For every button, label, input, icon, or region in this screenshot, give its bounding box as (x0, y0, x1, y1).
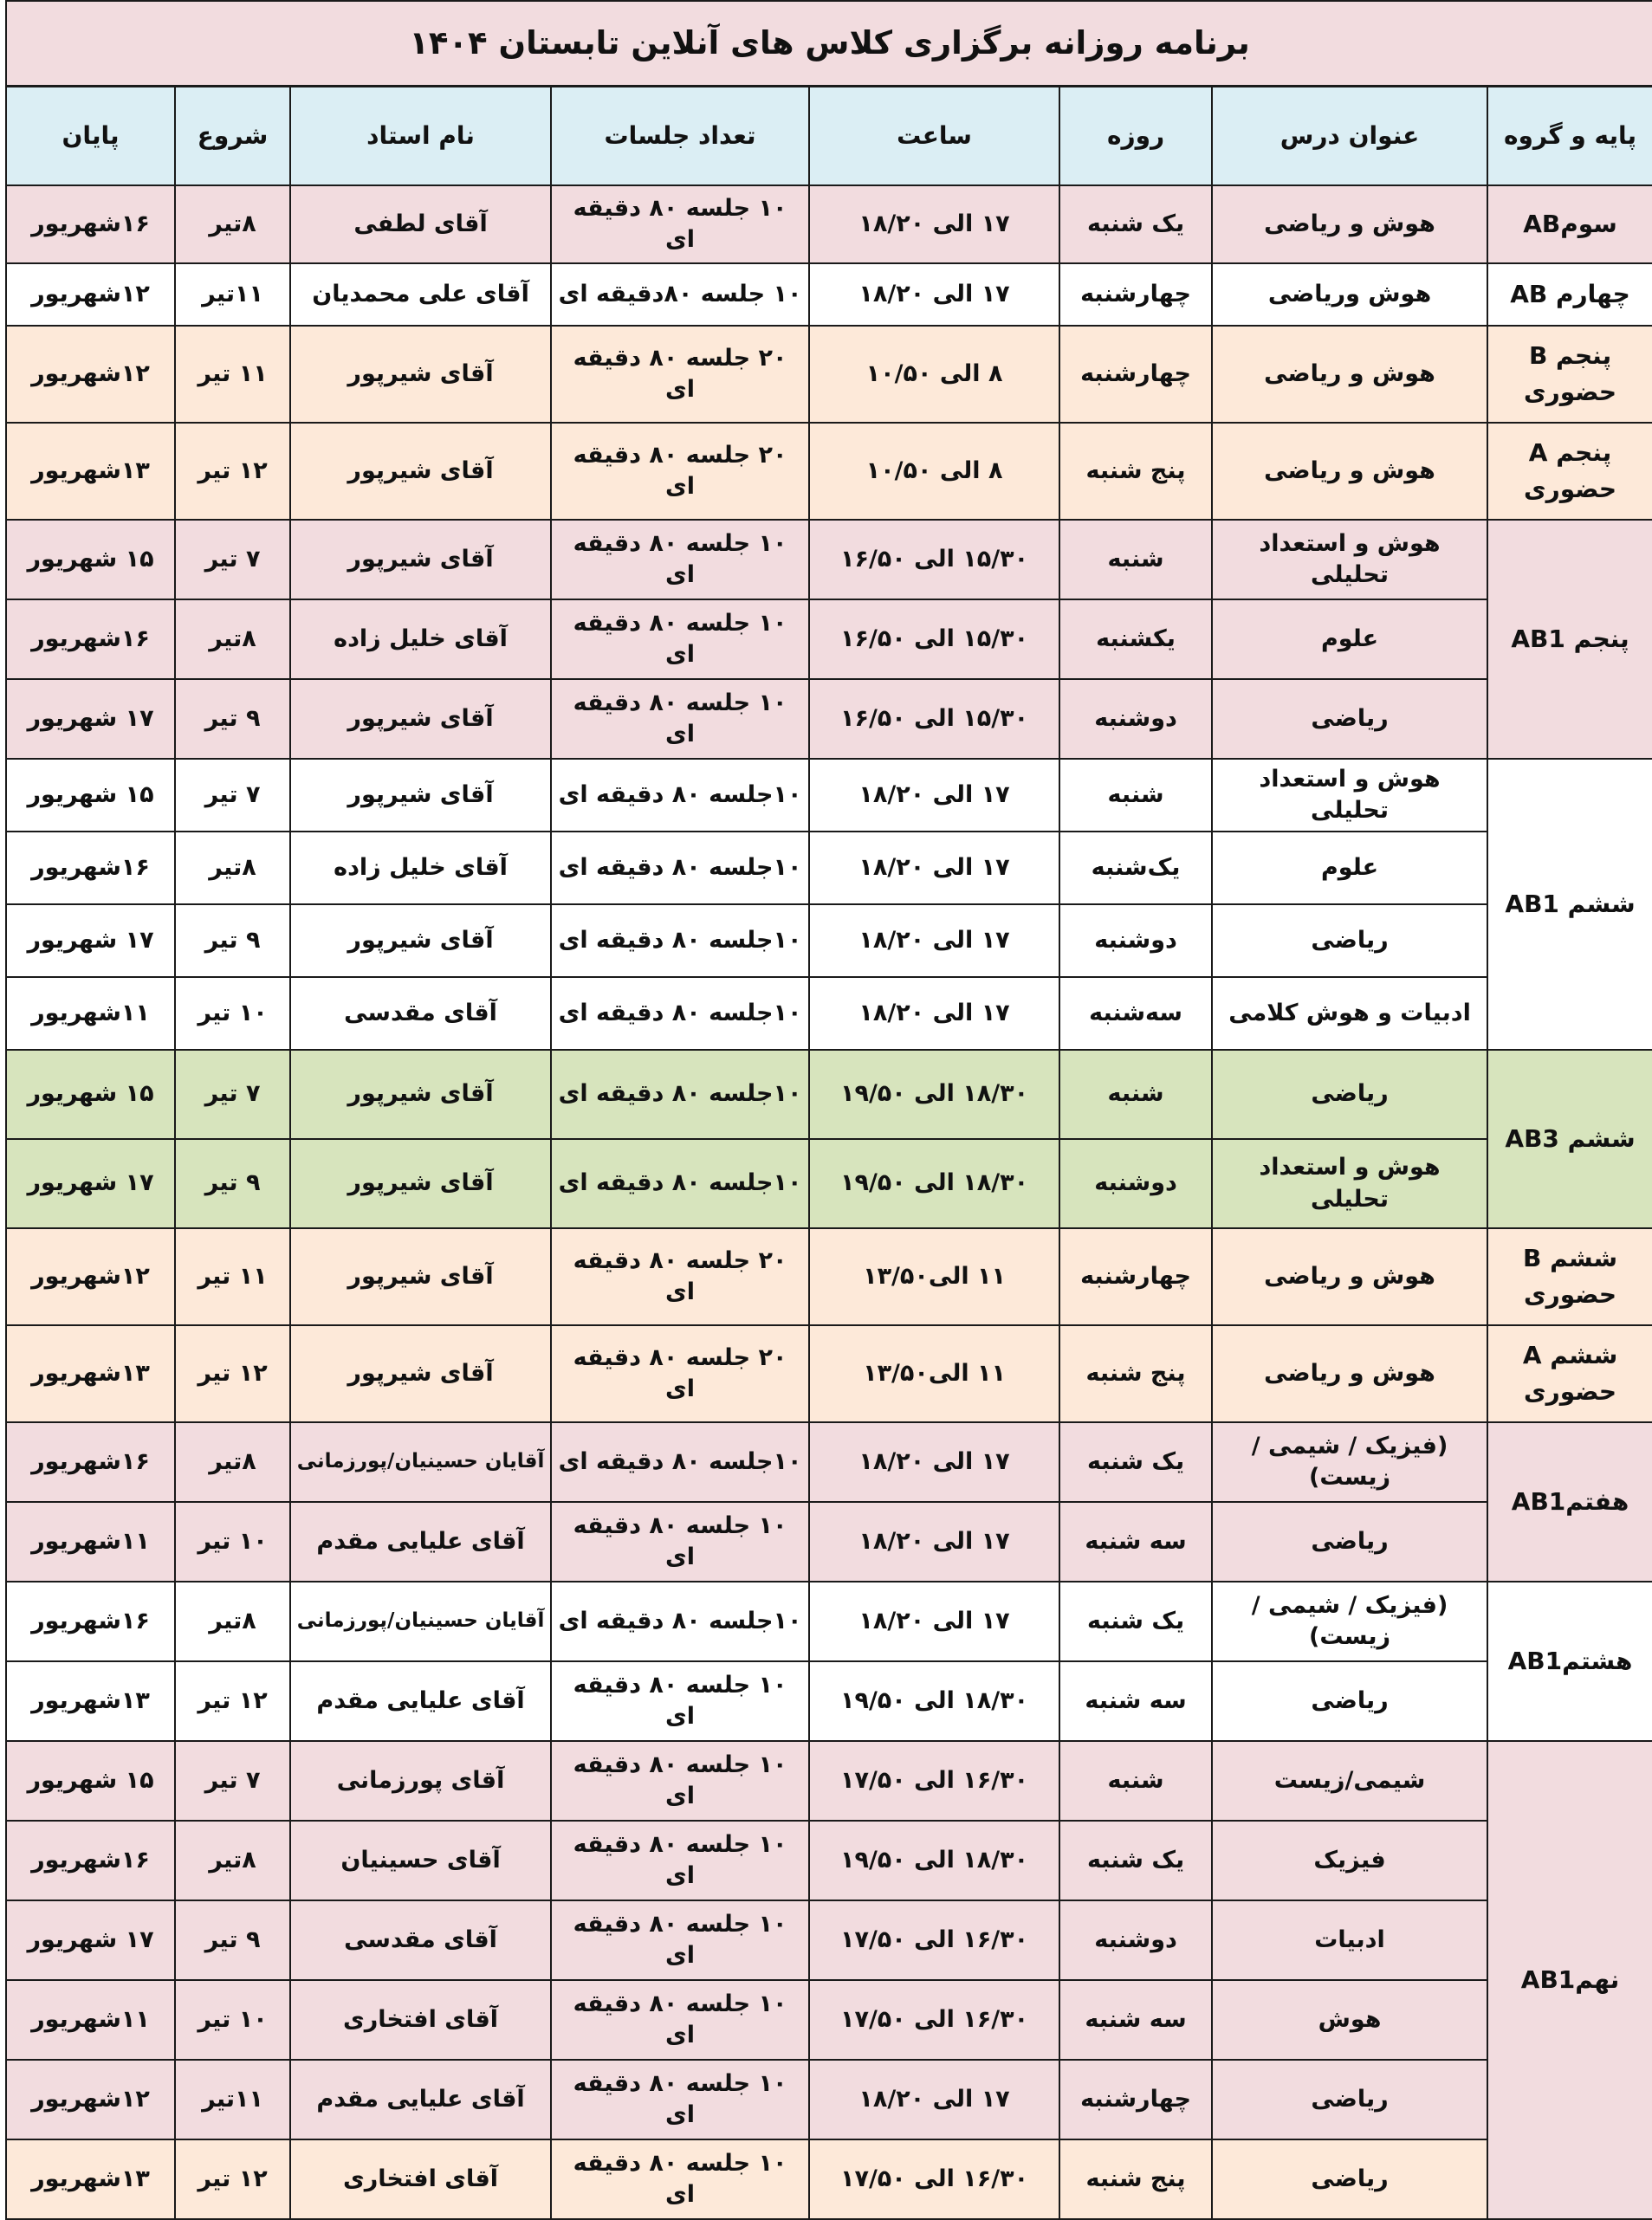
start-cell: ۱۱ تیر (175, 1228, 290, 1325)
start-cell: ۱۰ تیر (175, 977, 290, 1050)
sessions-cell: ۱۰ جلسه ۸۰ دقیقه ای (551, 1980, 809, 2060)
day-cell: سه‌شنبه (1059, 977, 1212, 1050)
day-cell: یک شنبه (1059, 1422, 1212, 1502)
course-cell: هوش و استعداد تحلیلی (1212, 1139, 1487, 1228)
group-cell: ششم AB3 (1487, 1050, 1652, 1228)
day-cell: یک شنبه (1059, 1821, 1212, 1900)
day-cell: شنبه (1059, 759, 1212, 832)
start-cell: ۸تیر (175, 1422, 290, 1502)
course-cell: شیمی/زیست (1212, 1741, 1487, 1821)
day-cell: یکشنبه (1059, 599, 1212, 679)
course-cell: هوش وریاضی (1212, 263, 1487, 326)
sessions-cell: ۲۰ جلسه ۸۰ دقیقه ای (551, 1325, 809, 1422)
table-row (6, 679, 1652, 759)
day-cell: پنج شنبه (1059, 2139, 1212, 2219)
table-row (6, 1139, 1652, 1228)
sessions-cell: ۱۰ جلسه ۸۰ دقیقه ای (551, 1821, 809, 1900)
course-cell: ریاضی (1212, 679, 1487, 759)
start-cell: ۱۲ تیر (175, 423, 290, 520)
day-cell: شنبه (1059, 520, 1212, 599)
end-cell: ۱۷ شهریور (6, 1900, 175, 1980)
day-cell: دوشنبه (1059, 1139, 1212, 1228)
teacher-cell: آقای خلیل زاده (290, 832, 551, 904)
group-cell: نهمAB1 (1487, 1741, 1652, 2219)
sessions-cell: ۱۰ جلسه ۸۰ دقیقه ای (551, 185, 809, 263)
table-row (6, 2139, 1652, 2219)
day-cell: شنبه (1059, 1050, 1212, 1139)
time-cell: ۱۷ الی ۱۸/۲۰ (809, 1502, 1059, 1582)
teacher-cell: آقای علیایی مقدم (290, 1661, 551, 1741)
course-cell: هوش (1212, 1980, 1487, 2060)
group-cell: ششم A حضوری (1487, 1325, 1652, 1422)
day-cell: دوشنبه (1059, 679, 1212, 759)
start-cell: ۸تیر (175, 1582, 290, 1661)
group-cell: پنجم AB1 (1487, 520, 1652, 759)
end-cell: ۱۳شهریور (6, 423, 175, 520)
teacher-cell: آقای شیرپور (290, 1050, 551, 1139)
course-cell: هوش و ریاضی (1212, 423, 1487, 520)
time-cell: ۱۵/۳۰ الی ۱۶/۵۰ (809, 520, 1059, 599)
day-cell: شنبه (1059, 1741, 1212, 1821)
table-row (6, 326, 1652, 423)
time-cell: ۸ الی ۱۰/۵۰ (809, 423, 1059, 520)
end-cell: ۱۱شهریور (6, 1502, 175, 1582)
table-row (6, 520, 1652, 599)
teacher-cell: آقای افتخاری (290, 2139, 551, 2219)
day-cell: پنج شنبه (1059, 1325, 1212, 1422)
start-cell: ۸تیر (175, 1821, 290, 1900)
day-cell: سه شنبه (1059, 1502, 1212, 1582)
start-cell: ۱۰ تیر (175, 1502, 290, 1582)
page-title: برنامه روزانه برگزاری کلاس های آنلاین تابستان ۱۴۰۴ (6, 1, 1652, 87)
sessions-cell: ۱۰ جلسه ۸۰ دقیقه ای (551, 1741, 809, 1821)
sessions-cell: ۲۰ جلسه ۸۰ دقیقه ای (551, 1228, 809, 1325)
end-cell: ۱۵ شهریور (6, 520, 175, 599)
time-cell: ۱۷ الی ۱۸/۲۰ (809, 263, 1059, 326)
time-cell: ۱۷ الی ۱۸/۲۰ (809, 1582, 1059, 1661)
course-cell: هوش و ریاضی (1212, 185, 1487, 263)
group-cell: چهارم AB (1487, 263, 1652, 326)
course-cell: فیزیک (1212, 1821, 1487, 1900)
day-cell: چهارشنبه (1059, 2060, 1212, 2139)
teacher-cell: آقای علیایی مقدم (290, 1502, 551, 1582)
group-cell: سومAB (1487, 185, 1652, 263)
table-row (6, 977, 1652, 1050)
teacher-cell: آقای علیایی مقدم (290, 2060, 551, 2139)
table-row (6, 1050, 1652, 1139)
end-cell: ۱۲شهریور (6, 326, 175, 423)
time-cell: ۱۸/۳۰ الی ۱۹/۵۰ (809, 1821, 1059, 1900)
teacher-cell: آقایان حسینیان/پورزمانی (290, 1582, 551, 1661)
title-row (6, 1, 1652, 87)
teacher-cell: آقای شیرپور (290, 423, 551, 520)
table-row (6, 1502, 1652, 1582)
teacher-cell: آقای شیرپور (290, 1139, 551, 1228)
table-row (6, 599, 1652, 679)
course-cell: ریاضی (1212, 1502, 1487, 1582)
table-row (6, 1422, 1652, 1502)
start-cell: ۹ تیر (175, 1900, 290, 1980)
sessions-cell: ۱۰جلسه ۸۰ دقیقه ای (551, 832, 809, 904)
header-group: پایه و گروه (1487, 87, 1652, 186)
table-row (6, 1582, 1652, 1661)
group-cell: ششم AB1 (1487, 759, 1652, 1050)
table-row (6, 1980, 1652, 2060)
day-cell: یک شنبه (1059, 185, 1212, 263)
header-day: روزه (1059, 87, 1212, 186)
header-teacher: نام استاد (290, 87, 551, 186)
sessions-cell: ۱۰ جلسه ۸۰دقیقه ای (551, 263, 809, 326)
header-start: شروع (175, 87, 290, 186)
sessions-cell: ۱۰جلسه ۸۰ دقیقه ای (551, 1050, 809, 1139)
end-cell: ۱۶شهریور (6, 1582, 175, 1661)
sessions-cell: ۱۰ جلسه ۸۰ دقیقه ای (551, 679, 809, 759)
day-cell: پنج شنبه (1059, 423, 1212, 520)
end-cell: ۱۶شهریور (6, 832, 175, 904)
end-cell: ۱۶شهریور (6, 1821, 175, 1900)
end-cell: ۱۶شهریور (6, 599, 175, 679)
course-cell: علوم (1212, 832, 1487, 904)
end-cell: ۱۶شهریور (6, 1422, 175, 1502)
table-row (6, 832, 1652, 904)
time-cell: ۱۶/۳۰ الی ۱۷/۵۰ (809, 1900, 1059, 1980)
sessions-cell: ۲۰ جلسه ۸۰ دقیقه ای (551, 423, 809, 520)
time-cell: ۱۱ الی۱۳/۵۰ (809, 1325, 1059, 1422)
course-cell: هوش و ریاضی (1212, 326, 1487, 423)
teacher-cell: آقای پورزمانی (290, 1741, 551, 1821)
teacher-cell: آقای شیرپور (290, 1325, 551, 1422)
end-cell: ۱۵ شهریور (6, 1050, 175, 1139)
sessions-cell: ۱۰جلسه ۸۰ دقیقه ای (551, 904, 809, 977)
time-cell: ۱۱ الی۱۳/۵۰ (809, 1228, 1059, 1325)
day-cell: دوشنبه (1059, 904, 1212, 977)
header-sessions: تعداد جلسات (551, 87, 809, 186)
day-cell: چهارشنبه (1059, 263, 1212, 326)
time-cell: ۱۸/۳۰ الی ۱۹/۵۰ (809, 1050, 1059, 1139)
group-cell: هفتمAB1 (1487, 1422, 1652, 1582)
course-cell: ادبیات (1212, 1900, 1487, 1980)
start-cell: ۷ تیر (175, 520, 290, 599)
header-time: ساعت (809, 87, 1059, 186)
sessions-cell: ۱۰جلسه ۸۰ دقیقه ای (551, 1422, 809, 1502)
sessions-cell: ۱۰ جلسه ۸۰ دقیقه ای (551, 1661, 809, 1741)
day-cell: چهارشنبه (1059, 326, 1212, 423)
teacher-cell: آقای خلیل زاده (290, 599, 551, 679)
teacher-cell: آقای حسینیان (290, 1821, 551, 1900)
time-cell: ۱۵/۳۰ الی ۱۶/۵۰ (809, 599, 1059, 679)
time-cell: ۱۸/۳۰ الی ۱۹/۵۰ (809, 1661, 1059, 1741)
end-cell: ۱۷ شهریور (6, 1139, 175, 1228)
end-cell: ۱۷ شهریور (6, 904, 175, 977)
sessions-cell: ۱۰ جلسه ۸۰ دقیقه ای (551, 2060, 809, 2139)
sessions-cell: ۱۰ جلسه ۸۰ دقیقه ای (551, 1502, 809, 1582)
sessions-cell: ۱۰جلسه ۸۰ دقیقه ای (551, 977, 809, 1050)
start-cell: ۸تیر (175, 599, 290, 679)
end-cell: ۱۱شهریور (6, 1980, 175, 2060)
group-cell: پنجم B حضوری (1487, 326, 1652, 423)
time-cell: ۱۷ الی ۱۸/۲۰ (809, 2060, 1059, 2139)
time-cell: ۱۶/۳۰ الی ۱۷/۵۰ (809, 1980, 1059, 2060)
course-cell: هوش و ریاضی (1212, 1228, 1487, 1325)
teacher-cell: آقای شیرپور (290, 1228, 551, 1325)
table-row (6, 1741, 1652, 1821)
sessions-cell: ۱۰ جلسه ۸۰ دقیقه ای (551, 520, 809, 599)
sessions-cell: ۱۰ جلسه ۸۰ دقیقه ای (551, 1900, 809, 1980)
time-cell: ۱۷ الی ۱۸/۲۰ (809, 759, 1059, 832)
sessions-cell: ۲۰ جلسه ۸۰ دقیقه ای (551, 326, 809, 423)
teacher-cell: آقای شیرپور (290, 904, 551, 977)
course-cell: ریاضی (1212, 2060, 1487, 2139)
table-row (6, 1900, 1652, 1980)
course-cell: (فیزیک / شیمی / زیست) (1212, 1582, 1487, 1661)
course-cell: هوش و استعداد تحلیلی (1212, 759, 1487, 832)
end-cell: ۱۲شهریور (6, 1228, 175, 1325)
time-cell: ۱۷ الی ۱۸/۲۰ (809, 832, 1059, 904)
start-cell: ۹ تیر (175, 679, 290, 759)
course-cell: ریاضی (1212, 2139, 1487, 2219)
start-cell: ۸تیر (175, 185, 290, 263)
teacher-cell: آقای شیرپور (290, 520, 551, 599)
table-row (6, 759, 1652, 832)
day-cell: یک‌شنبه (1059, 832, 1212, 904)
time-cell: ۱۷ الی ۱۸/۲۰ (809, 904, 1059, 977)
course-cell: علوم (1212, 599, 1487, 679)
end-cell: ۱۵ شهریور (6, 759, 175, 832)
teacher-cell: آقای مقدسی (290, 1900, 551, 1980)
time-cell: ۱۸/۳۰ الی ۱۹/۵۰ (809, 1139, 1059, 1228)
sessions-cell: ۱۰ جلسه ۸۰ دقیقه ای (551, 599, 809, 679)
start-cell: ۷ تیر (175, 759, 290, 832)
day-cell: سه شنبه (1059, 1661, 1212, 1741)
teacher-cell: آقای افتخاری (290, 1980, 551, 2060)
table-row (6, 904, 1652, 977)
table-row (6, 1661, 1652, 1741)
start-cell: ۱۰ تیر (175, 1980, 290, 2060)
time-cell: ۱۶/۳۰ الی ۱۷/۵۰ (809, 1741, 1059, 1821)
header-course: عنوان درس (1212, 87, 1487, 186)
start-cell: ۹ تیر (175, 904, 290, 977)
teacher-cell: آقایان حسینیان/پورزمانی (290, 1422, 551, 1502)
course-cell: ادبیات و هوش کلامی (1212, 977, 1487, 1050)
end-cell: ۱۳شهریور (6, 1661, 175, 1741)
course-cell: ریاضی (1212, 904, 1487, 977)
course-cell: هوش و ریاضی (1212, 1325, 1487, 1422)
teacher-cell: آقای شیرپور (290, 759, 551, 832)
end-cell: ۱۲شهریور (6, 2060, 175, 2139)
course-cell: ریاضی (1212, 1661, 1487, 1741)
schedule-table (5, 0, 1652, 2220)
teacher-cell: آقای شیرپور (290, 679, 551, 759)
course-cell: (فیزیک / شیمی / زیست) (1212, 1422, 1487, 1502)
day-cell: یک شنبه (1059, 1582, 1212, 1661)
course-cell: هوش و استعداد تحلیلی (1212, 520, 1487, 599)
day-cell: دوشنبه (1059, 1900, 1212, 1980)
end-cell: ۱۶شهریور (6, 185, 175, 263)
table-row (6, 1325, 1652, 1422)
start-cell: ۷ تیر (175, 1050, 290, 1139)
time-cell: ۱۷ الی ۱۸/۲۰ (809, 977, 1059, 1050)
table-row (6, 185, 1652, 263)
sessions-cell: ۱۰جلسه ۸۰ دقیقه ای (551, 1582, 809, 1661)
sessions-cell: ۱۰جلسه ۸۰ دقیقه ای (551, 759, 809, 832)
sessions-cell: ۱۰جلسه ۸۰ دقیقه ای (551, 1139, 809, 1228)
start-cell: ۱۱تیر (175, 2060, 290, 2139)
table-row (6, 423, 1652, 520)
group-cell: ششم B حضوری (1487, 1228, 1652, 1325)
start-cell: ۹ تیر (175, 1139, 290, 1228)
teacher-cell: آقای علی محمدیان (290, 263, 551, 326)
start-cell: ۱۱تیر (175, 263, 290, 326)
group-cell: هشتمAB1 (1487, 1582, 1652, 1741)
time-cell: ۱۵/۳۰ الی ۱۶/۵۰ (809, 679, 1059, 759)
header-row (6, 87, 1652, 186)
table-row (6, 2060, 1652, 2139)
start-cell: ۱۲ تیر (175, 2139, 290, 2219)
time-cell: ۱۷ الی ۱۸/۲۰ (809, 185, 1059, 263)
start-cell: ۸تیر (175, 832, 290, 904)
teacher-cell: آقای لطفی (290, 185, 551, 263)
end-cell: ۱۲شهریور (6, 263, 175, 326)
start-cell: ۷ تیر (175, 1741, 290, 1821)
teacher-cell: آقای مقدسی (290, 977, 551, 1050)
end-cell: ۱۵ شهریور (6, 1741, 175, 1821)
group-cell: پنجم A حضوری (1487, 423, 1652, 520)
course-cell: ریاضی (1212, 1050, 1487, 1139)
time-cell: ۱۶/۳۰ الی ۱۷/۵۰ (809, 2139, 1059, 2219)
time-cell: ۱۷ الی ۱۸/۲۰ (809, 1422, 1059, 1502)
day-cell: چهارشنبه (1059, 1228, 1212, 1325)
time-cell: ۸ الی ۱۰/۵۰ (809, 326, 1059, 423)
table-row (6, 1821, 1652, 1900)
header-end: پایان (6, 87, 175, 186)
end-cell: ۱۷ شهریور (6, 679, 175, 759)
start-cell: ۱۲ تیر (175, 1661, 290, 1741)
day-cell: سه شنبه (1059, 1980, 1212, 2060)
start-cell: ۱۲ تیر (175, 1325, 290, 1422)
end-cell: ۱۳شهریور (6, 2139, 175, 2219)
teacher-cell: آقای شیرپور (290, 326, 551, 423)
end-cell: ۱۱شهریور (6, 977, 175, 1050)
table-row (6, 263, 1652, 326)
table-row (6, 1228, 1652, 1325)
end-cell: ۱۳شهریور (6, 1325, 175, 1422)
start-cell: ۱۱ تیر (175, 326, 290, 423)
sessions-cell: ۱۰ جلسه ۸۰ دقیقه ای (551, 2139, 809, 2219)
